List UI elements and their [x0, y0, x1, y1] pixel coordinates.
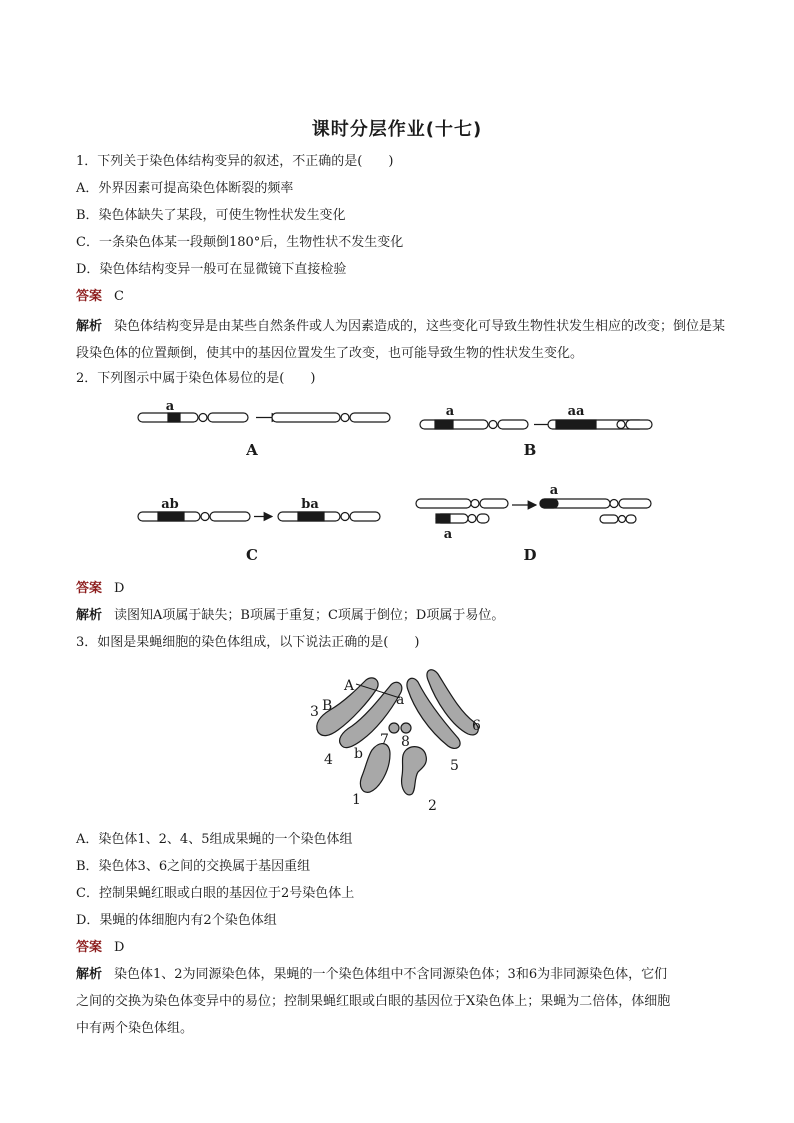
q1-stem: 1．下列关于染色体结构变异的叙述，不正确的是( ) — [76, 154, 394, 169]
q3-option-b: B．染色体3、6之间的交换属于基因重组 — [76, 859, 311, 874]
q3-stem: 3．如图是果蝇细胞的染色体组成，以下说法正确的是( ) — [76, 635, 420, 650]
gene-label-a: a — [396, 692, 405, 708]
gene-segment — [435, 420, 453, 429]
panel-d-gene-before: a — [443, 527, 453, 542]
deleted-segment — [168, 413, 180, 422]
q1-option-b: B．染色体缺失了某段，可使生物性状发生变化 — [76, 208, 346, 223]
chromosome-label-7: 7 — [380, 732, 389, 748]
chromosome-label-6: 6 — [472, 718, 481, 734]
q1-option-d: D．染色体结构变异一般可在显微镜下直接检验 — [76, 262, 347, 277]
chromosome-translocation-figure — [120, 395, 680, 575]
q1-option-c: C．一条染色体某一段颠倒180°后，生物性状不发生变化 — [76, 235, 404, 250]
gene-label-A: A — [344, 678, 355, 694]
panel-d-label: D — [523, 546, 537, 564]
panel-a-gene-label: a — [165, 399, 175, 414]
answer-label: 答案 — [76, 581, 103, 596]
analysis-label: 解析 — [76, 608, 103, 623]
q3-analysis-line-2: 之间的交换为染色体变异中的易位；控制果蝇红眼或白眼的基因位于X染色体上；果蝇为二倍体，体细胞 — [76, 994, 671, 1009]
duplicated-segment — [556, 420, 596, 429]
panel-c-diagram — [138, 512, 380, 521]
q1-answer — [76, 288, 124, 306]
chromosome-label-5: 5 — [450, 758, 459, 774]
translocated-segment — [436, 514, 450, 523]
chromosome-7 — [389, 723, 399, 733]
chromosome-label-2: 2 — [428, 798, 437, 814]
gene-label-B: B — [322, 698, 333, 714]
q1-analysis — [76, 313, 726, 367]
q3-analysis-line-3: 中有两个染色体组。 — [76, 1021, 194, 1036]
page-title: 课时分层作业(十七) — [311, 119, 483, 140]
analysis-text: 染色体1、2为同源染色体，果蝇的一个染色体组中不含同源染色体；3和6为非同源染色体，它们 — [114, 967, 668, 982]
panel-c-gene-before: ab — [161, 497, 179, 512]
q3-analysis-line-1 — [76, 966, 667, 984]
chromosome-8 — [401, 723, 411, 733]
panel-d-gene-after: a — [549, 483, 559, 498]
q3-option-a: A．染色体1、2、4、5组成果蝇的一个染色体组 — [76, 832, 353, 847]
panel-c-label: C — [246, 546, 258, 564]
panel-a-diagram — [138, 413, 390, 422]
panel-d-diagram — [416, 499, 651, 523]
analysis-label: 解析 — [76, 319, 103, 334]
answer-value: D — [114, 581, 125, 596]
q3-option-c: C．控制果蝇红眼或白眼的基因位于2号染色体上 — [76, 886, 355, 901]
panel-b-label: B — [523, 441, 537, 459]
panel-b-gene-before: a — [445, 404, 455, 419]
chromosome-1 — [360, 744, 390, 793]
panel-a-label: A — [246, 441, 258, 459]
inverted-segment — [158, 512, 184, 521]
chromosome-2 — [402, 747, 427, 795]
analysis-text: 读图知A项属于缺失；B项属于重复；C项属于倒位；D项属于易位。 — [114, 608, 505, 623]
fruit-fly-karyotype-figure — [300, 660, 500, 820]
chromosome-label-3: 3 — [310, 704, 319, 720]
panel-b-gene-after: aa — [567, 404, 585, 419]
chromosome-label-1: 1 — [352, 792, 361, 808]
q2-stem: 2．下列图示中属于染色体易位的是( ) — [76, 371, 316, 386]
q2-analysis — [76, 607, 504, 625]
gene-label-b: b — [354, 746, 363, 762]
q3-answer — [76, 939, 124, 957]
q2-answer — [76, 580, 124, 598]
analysis-text: 染色体结构变异是由某些自然条件或人为因素造成的，这些变化可导致生物性状发生相应的改变；倒位是某段染色体的位置颠倒，使其中的基因位置发生了改变，也可能导致生物的性状发生变化。 — [76, 319, 726, 361]
panel-c-gene-after: ba — [301, 497, 319, 512]
answer-value: D — [114, 940, 125, 955]
q1-option-a: A．外界因素可提高染色体断裂的频率 — [76, 181, 294, 196]
answer-value: C — [114, 289, 124, 304]
chromosome-label-4: 4 — [324, 752, 333, 768]
q3-option-d: D．果蝇的体细胞内有2个染色体组 — [76, 913, 277, 928]
answer-label: 答案 — [76, 289, 103, 304]
answer-label: 答案 — [76, 940, 103, 955]
chromosome-label-8: 8 — [401, 734, 410, 750]
panel-b-diagram — [420, 420, 652, 429]
analysis-label: 解析 — [76, 967, 103, 982]
